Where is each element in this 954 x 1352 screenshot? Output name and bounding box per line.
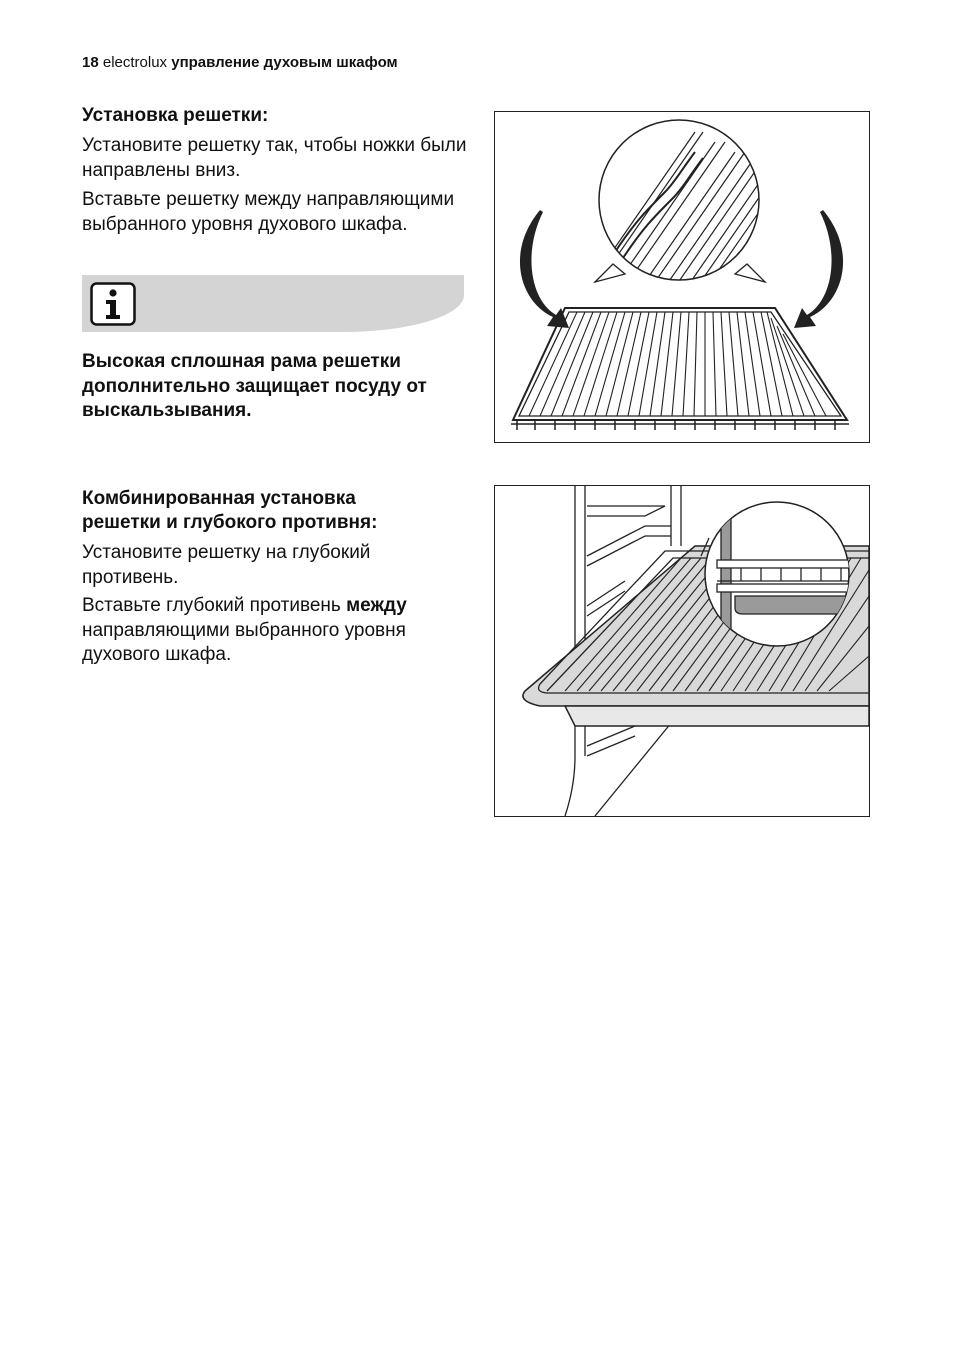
section1-title: Установка решетки: [82,105,269,126]
right-arrow-icon [794,210,843,328]
zoom-detail-circle [599,120,835,290]
page-number: 18 [82,54,99,71]
section2-title-line2: решетки и глубокого противня: [82,512,378,533]
section1-para2: Вставьте решетку между направляющими выбранного уровня духового шкафа. [82,189,455,235]
combined-installation-illustration [494,485,870,817]
info-bar [82,275,464,332]
shelf-installation-illustration [494,111,870,443]
para2-text-end: направляющими выбранного уровня духового шкафа. [82,619,406,665]
section2-para2 [82,594,472,668]
info-icon [90,282,136,326]
left-arrow-icon [520,210,569,328]
chapter-title: управление духовым шкафом [171,54,398,71]
info-bar-background [82,275,464,332]
section2-title-line1: Комбинированная установка [82,488,356,509]
section2-para1: Установите решетку на глубокий противень. [82,542,371,588]
section1-para1: Установите решетку так, чтобы ножки были направлены вниз. [82,135,467,181]
page-header [82,54,398,71]
info-note-text: Высокая сплошная рама решетки дополнительно защищает посуду от выскальзывания. [82,351,427,421]
para2-text-bold: между [346,595,407,616]
brand-name: electrolux [102,54,168,71]
para2-text-start: Вставьте глубокий противень [82,595,347,616]
